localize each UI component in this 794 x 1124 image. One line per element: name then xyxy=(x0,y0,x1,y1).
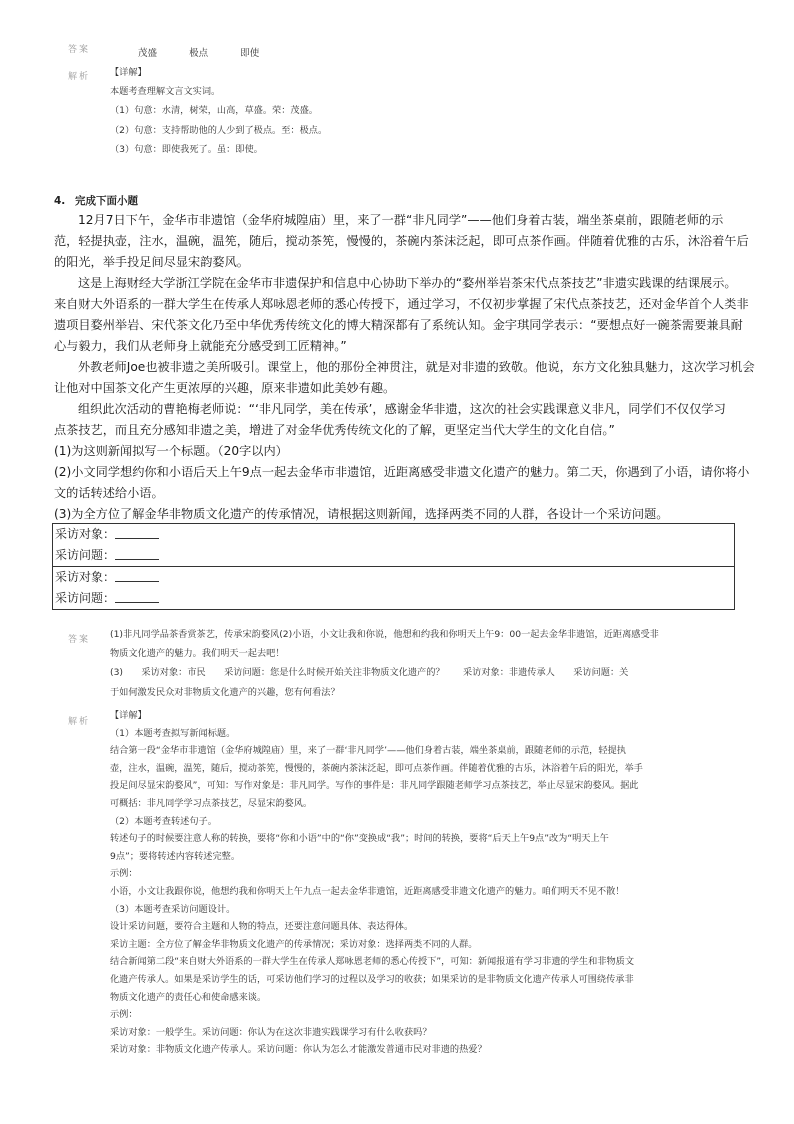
analysis-line: 化遗产传承人。如果是采访学生的话，可采访他们学习的过程以及学习的收获；如果采访的是非物质文化遗产传承人可围绕传承非 xyxy=(110,973,634,985)
analysis-line: 示例： xyxy=(110,1009,138,1021)
interview-question-label: 采访问题： xyxy=(55,591,116,605)
analysis-line: （2）句意：支持帮助他的人少到了极点。至：极点。 xyxy=(110,124,328,136)
analysis-line: 投足间尽显宋韵婺风”，可知：写作对象是：非凡同学。写作的事件是：非凡同学跟随老师学习点茶技艺，举止尽显宋韵婺风。据此 xyxy=(110,780,639,792)
answer-line: (1)非凡同学品茶香赏茶艺，传承宋韵婺风(2)小语，小文让我和你说，他想和约我和你明天上午9：00一起去金华非遗馆，近距离感受非 xyxy=(110,629,659,640)
interview-object-blank[interactable] xyxy=(115,525,159,539)
analysis-line: 采访对象：非物质文化遗产传承人。采访问题：你认为怎么才能激发普通市民对非遗的热爱？ xyxy=(110,1044,487,1056)
analysis-line: 可概括：非凡同学学习点茶技艺，尽显宋韵婺风。 xyxy=(110,797,313,809)
question-heading xyxy=(54,193,138,208)
answer-row xyxy=(138,41,259,60)
q3-analysis xyxy=(110,63,327,159)
interview-table xyxy=(52,523,735,610)
table-row xyxy=(53,567,735,610)
answer-3: 即使 xyxy=(240,48,260,59)
interview-object-blank[interactable] xyxy=(115,568,159,582)
q4-answer xyxy=(110,625,659,702)
interview-question-row xyxy=(55,545,734,566)
answer-2: 极点 xyxy=(189,48,209,59)
analysis-line: 示例： xyxy=(110,868,138,880)
table-cell xyxy=(53,567,735,610)
passage-line: 遗项目婺州举岩、宋代茶文化乃至中华优秀传统文化的博大精深都有了系统认知。金宇琪同学表示：“要想点好一碗茶需要兼具耐 xyxy=(54,318,743,332)
passage-line: 让他对中国茶文化产生更浓厚的兴趣，原来非遗如此美妙有趣。 xyxy=(54,381,396,395)
sub-question: 文的话转述给小语。 xyxy=(54,486,164,500)
analysis-line: 9点”；要将转述内容转述完整。 xyxy=(110,850,241,862)
sub-question: (1)为这则新闻拟写一个标题。（20字以内） xyxy=(54,444,288,458)
q4-analysis xyxy=(110,707,643,1059)
passage-line: 这是上海财经大学浙江学院在金华市非遗保护和信息中心协助下举办的“婺州举岩茶宋代点茶技艺”非遗实践课的结课展示。 xyxy=(78,276,737,290)
analysis-line: 结合新闻第二段“来自财大外语系的一群大学生在传承人郑咏恩老师的悉心传授下”，可知：新闻报道有学习非遗的学生和非物质文 xyxy=(110,956,635,968)
analysis-line: 本题考查理解文言文实词。 xyxy=(110,86,221,98)
passage-line: 12月7日下午，金华市非遗馆（金华府城隍庙）里，来了一群“非凡同学”——他们身着古装，端坐茶桌前，跟随老师的示 xyxy=(78,213,724,227)
answer-label: 答案 xyxy=(68,635,91,645)
analysis-line: 【详解】 xyxy=(110,67,147,78)
passage-line: 范，轻提执壶，注水，温碗，温筅，随后，搅动茶筅，慢慢的，茶碗内茶沫泛起，即可点茶作画。伴随着优雅的古乐，沐浴着午后 xyxy=(54,234,749,248)
table-cell xyxy=(53,524,735,567)
interview-object-row xyxy=(55,524,734,545)
analysis-line: （3）句意：即使我死了。虽：即使。 xyxy=(110,143,263,155)
passage-line: 点茶技艺，而且充分感知非遗之美，增进了对金华优秀传统文化的了解，更坚定当代大学生的文化自信。” xyxy=(54,423,615,437)
table-row xyxy=(53,524,735,567)
answer-line: (3) 采访对象：市民 采访问题：您是什么时候开始关注非物质文化遗产的？ 采访对象：非遗传承人 采访问题：关 xyxy=(110,667,629,679)
passage-line: 来自财大外语系的一群大学生在传承人郑咏恩老师的悉心传授下，通过学习，不仅初步掌握了宋代点茶技艺，还对金华首个人类非 xyxy=(54,297,749,311)
interview-question-blank[interactable] xyxy=(115,546,159,560)
news-passage xyxy=(54,210,755,525)
analysis-line: （1）句意：水清，树荣，山高，草盛。荣：茂盛。 xyxy=(110,105,318,117)
question-number: 4. xyxy=(54,195,66,207)
analysis-line: 壶，注水，温碗，温筅，随后，搅动茶筅，慢慢的，茶碗内茶沫泛起，即可点茶作画。伴随着优雅的古乐，沐浴着午后的阳光，举手 xyxy=(110,762,643,774)
passage-line: 的阳光，举手投足间尽显宋韵婺风。 xyxy=(54,255,249,269)
sub-question: (2)小文同学想约你和小语后天上午9点一起去金华市非遗馆，近距离感受非遗文化遗产的魅力。第二天，你遇到了小语，请你将小 xyxy=(54,465,750,479)
analysis-line: （1）本题考查拟写新闻标题。 xyxy=(110,727,236,739)
interview-object-label: 采访对象： xyxy=(55,570,116,584)
analysis-line: 物质文化遗产的责任心和使命感来谈。 xyxy=(110,991,267,1003)
analysis-line: 【详解】 xyxy=(110,710,147,721)
answer-label: 答案 xyxy=(68,45,91,55)
interview-question-row xyxy=(55,588,734,609)
analysis-line: 结合第一段“金华市非遗馆（金华府城隍庙）里，来了一群‘非凡同学’——他们身着古装，端坐茶桌前，跟随老师的示范，轻提执 xyxy=(110,745,626,757)
analysis-line: 小语，小文让我跟你说，他想约我和你明天上午九点一起去金华非遗馆，近距离感受非遗文化遗产的魅力。咱们明天不见不散！ xyxy=(110,885,625,897)
analysis-label: 解析 xyxy=(68,72,91,82)
interview-question-blank[interactable] xyxy=(115,589,159,603)
passage-line: 外教老师Joe也被非遗之美所吸引。课堂上，他的那份全神贯注，就是对非遗的致敬。他说，东方文化独具魅力，这次学习机会 xyxy=(78,360,755,374)
sub-question: (3)为全方位了解金华非物质文化遗产的传承情况，请根据这则新闻，选择两类不同的人群，各设计一个采访问题。 xyxy=(54,507,669,521)
answer-1: 茂盛 xyxy=(138,48,158,59)
analysis-label: 解析 xyxy=(68,717,91,727)
analysis-line: （3）本题考查采访问题设计。 xyxy=(110,903,236,915)
interview-object-label: 采访对象： xyxy=(55,527,116,541)
analysis-line: 采访对象：一般学生。采访问题：你认为在这次非遗实践课学习有什么收获吗？ xyxy=(110,1026,432,1038)
interview-object-row xyxy=(55,567,734,588)
interview-question-label: 采访问题： xyxy=(55,548,116,562)
analysis-line: 转述句子的时候要注意人称的转换，要将“你和小语”中的“你”变换成“我”；时间的转换，要将“后天上午9点”改为“明天上午 xyxy=(110,833,609,845)
analysis-line: 采访主题：全方位了解金华非物质文化遗产的传承情况；采访对象：选择两类不同的人群。 xyxy=(110,938,478,950)
analysis-line: 设计采访问题，要符合主题和人物的特点，还要注意问题具体、表达得体。 xyxy=(110,921,414,933)
question-title: 完成下面小题 xyxy=(74,195,138,207)
passage-line: 心与毅力，我们从老师身上就能充分感受到工匠精神。” xyxy=(54,339,347,353)
analysis-line: （2）本题考查转述句子。 xyxy=(110,815,217,827)
answer-line: 于如何激发民众对非物质文化遗产的兴趣，您有何看法？ xyxy=(110,686,340,698)
passage-line: 组织此次活动的曹艳梅老师说：“‘非凡同学，美在传承’，感谢金华非遗，这次的社会实践课意义非凡，同学们不仅仅学习 xyxy=(78,402,726,416)
answer-line: 物质文化遗产的魅力。我们明天一起去吧！ xyxy=(110,648,285,660)
